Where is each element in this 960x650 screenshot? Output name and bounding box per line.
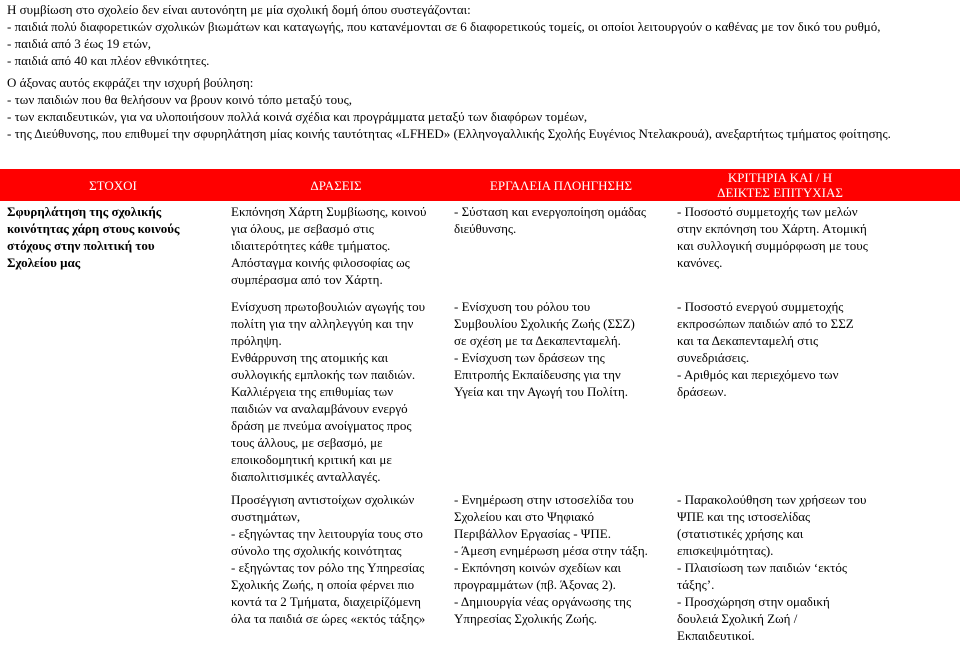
cell-line: σύνολο της σχολικής κοινότητας	[231, 543, 402, 558]
criteria-cell	[677, 203, 887, 271]
cell-line: Επιτροπής Εκπαίδευσης για την	[454, 367, 621, 382]
cell-line: Καλλιέργεια της επιθυμίας των	[231, 384, 394, 399]
header-goals: ΣΤΟΧΟΙ	[89, 177, 137, 193]
goal-cell	[7, 203, 207, 271]
cell-line: - Ενίσχυση του ρόλου του	[454, 299, 591, 314]
cell-line: - Αριθμός και περιεχόμενο των	[677, 367, 839, 382]
cell-line: - Άμεση ενημέρωση μέσα στην τάξη.	[454, 543, 648, 558]
cell-line: - εξηγώντας τον ρόλο της Υπηρεσίας	[231, 560, 425, 575]
cell-line: διεύθυνσης.	[454, 221, 517, 236]
cell-line: Απόσταγμα κοινής φιλοσοφίας ως	[231, 255, 410, 270]
intro-paragraph	[7, 1, 957, 69]
cell-line: πρόληψη.	[231, 333, 282, 348]
cell-line: Ενθάρρυνση της ατομικής και	[231, 350, 389, 365]
cell-line: συστημάτων,	[231, 509, 301, 524]
cell-line: - Ποσοστό ενεργού συμμετοχής	[677, 299, 844, 314]
tools-cell	[454, 203, 672, 237]
cell-line: Υπηρεσίας Σχολικής Ζωής.	[454, 611, 598, 626]
cell-line: παιδιών να αναλαμβάνουν ενεργό	[231, 401, 408, 416]
cell-line: - Παρακολούθηση των χρήσεων του	[677, 492, 867, 507]
cell-line: όλα τα παιδιά σε ώρες «εκτός τάξης»	[231, 611, 426, 626]
tools-cell	[454, 491, 672, 627]
cell-line: Ενίσχυση πρωτοβουλιών αγωγής του	[231, 299, 426, 314]
cell-line: Συμβουλίου Σχολικής Ζωής (ΣΣΖ)	[454, 316, 635, 331]
header-criteria-line: ΚΡΙΤΗΡΙΑ ΚΑΙ / Η	[727, 170, 833, 185]
cell-line: για όλους, με σεβασμό στις ιδιαιτερότητες κάθε τμήματος.	[231, 221, 391, 253]
cell-line: τάξης’.	[677, 577, 715, 592]
cell-line: πολίτη για την αλληλεγγύη και την	[231, 316, 414, 331]
cell-line: - Εκπόνηση κοινών σχεδίων και	[454, 560, 621, 575]
axis-paragraph	[7, 74, 957, 142]
cell-line: συνεδριάσεις.	[677, 350, 750, 365]
cell-line: στην εκπόνηση του Χάρτη. Ατομική	[677, 221, 867, 236]
cell-line: Σχολείου και στο Ψηφιακό	[454, 509, 594, 524]
cell-line: συμπέρασμα από τον Χάρτη.	[231, 272, 383, 287]
cell-line: Εκπόνηση Χάρτη Συμβίωσης, κοινού	[231, 204, 427, 219]
cell-line: προγραμμάτων (πβ. Άξονας 2).	[454, 577, 616, 592]
cell-line: - Δημιουργία νέας οργάνωσης της	[454, 594, 632, 609]
cell-line: και τα Δεκαπενταμελή στις	[677, 333, 819, 348]
intro-line: - παιδιά από 3 έως 19 ετών,	[7, 36, 152, 51]
cell-line: και συλλογική συμμόρφωση με τους	[677, 238, 868, 253]
cell-line: επισκεψιμότητας).	[677, 543, 774, 558]
header-criteria	[674, 169, 886, 201]
goal-line: κοινότητας χάρη στους κοινούς	[7, 221, 180, 236]
actions-cell	[231, 298, 445, 485]
cell-line: δουλειά Σχολική Ζωή /	[677, 611, 798, 626]
cell-line: Σχολικής Ζωής, η οποία φέρνει πιο	[231, 577, 415, 592]
actions-cell	[231, 491, 445, 627]
header-criteria-line: ΔΕΙΚΤΕΣ ΕΠΙΤΥΧΙΑΣ	[717, 185, 843, 200]
cell-line: Περιβάλλον Εργασίας - ΨΠΕ.	[454, 526, 611, 541]
header-actions: ΔΡΑΣΕΙΣ	[310, 177, 362, 193]
cell-line: ΨΠΕ και της ιστοσελίδας	[677, 509, 811, 524]
intro-line: Η συμβίωση στο σχολείο δεν είναι αυτονόητη με μία σχολική δομή όπου συστεγάζονται:	[7, 2, 471, 17]
cell-line: Εκπαιδευτικοί.	[677, 628, 755, 643]
cell-line: δράσεων.	[677, 384, 727, 399]
cell-line: σε σχέση με τα Δεκαπενταμελή.	[454, 333, 621, 348]
criteria-cell	[677, 491, 887, 644]
cell-line: - Προσχώρηση στην ομαδική	[677, 594, 830, 609]
cell-line: - Ενημέρωση στην ιστοσελίδα του	[454, 492, 634, 507]
cell-line: συλλογικής εμπλοκής των παιδιών.	[231, 367, 416, 382]
cell-line: - Σύσταση και ενεργοποίηση ομάδας	[454, 204, 646, 219]
cell-line: κανόνες.	[677, 255, 723, 270]
cell-line: εκπροσώπων παιδιών από το ΣΣΖ	[677, 316, 854, 331]
cell-line: διαπολιτισμικές ανταλλαγές.	[231, 469, 381, 484]
axis-line: - της Διεύθυνσης, που επιθυμεί την σφυρηλάτηση μίας κοινής ταυτότητας «LFHED» (Ελληνογαλλικής Σχολής Ευγένιος Ντελακρουά), ανεξαρτήτως τμήματος φοίτησης.	[7, 126, 891, 141]
cell-line: - Ενίσχυση των δράσεων της	[454, 350, 605, 365]
criteria-cell	[677, 298, 887, 400]
intro-line: - παιδιά από 40 και πλέον εθνικότητες.	[7, 53, 210, 68]
header-tools: ΕΡΓΑΛΕΙΑ ΠΛΟΗΓΗΣΗΣ	[489, 177, 633, 193]
goal-line: Σφυρηλάτηση της σχολικής	[7, 204, 162, 219]
cell-line: Υγεία και την Αγωγή του Πολίτη.	[454, 384, 629, 399]
cell-line: - εξηγώντας την λειτουργία τους στο	[231, 526, 423, 541]
axis-line: - των εκπαιδευτικών, για να υλοποιήσουν πολλά κοινά σχέδια και προγράμματα μεταξύ των διαφόρων τομέων,	[7, 109, 588, 124]
actions-cell	[231, 203, 445, 288]
axis-line: Ο άξονας αυτός εκφράζει την ισχυρή βούληση:	[7, 75, 254, 90]
cell-line: - Ποσοστό συμμετοχής των μελών	[677, 204, 858, 219]
intro-line: - παιδιά πολύ διαφορετικών σχολικών βιωμάτων και καταγωγής, που κατανέμονται σε 6 διαφορετικούς τομείς, οι οποίοι λειτουργούν ο καθένας με τον δικό του ρυθμό,	[7, 19, 881, 34]
cell-line: - Πλαισίωση των παιδιών ‘εκτός	[677, 560, 847, 575]
cell-line: Προσέγγιση αντιστοίχων σχολικών	[231, 492, 415, 507]
tools-cell	[454, 298, 672, 400]
cell-line: δράση με πνεύμα ανοίγματος προς	[231, 418, 412, 433]
goal-line: στόχους στην πολιτική του	[7, 238, 155, 253]
cell-line: (στατιστικές χρήσης και	[677, 526, 804, 541]
cell-line: κοντά τα 2 Τμήματα, διαχειρίζόμενη	[231, 594, 421, 609]
goal-line: Σχολείου μας	[7, 255, 81, 270]
cell-line: τους άλλους, με σεβασμό, με	[231, 435, 383, 450]
axis-line: - των παιδιών που θα θελήσουν να βρουν κοινό τόπο μεταξύ τους,	[7, 92, 352, 107]
cell-line: εποικοδομητική κριτική και με	[231, 452, 392, 467]
